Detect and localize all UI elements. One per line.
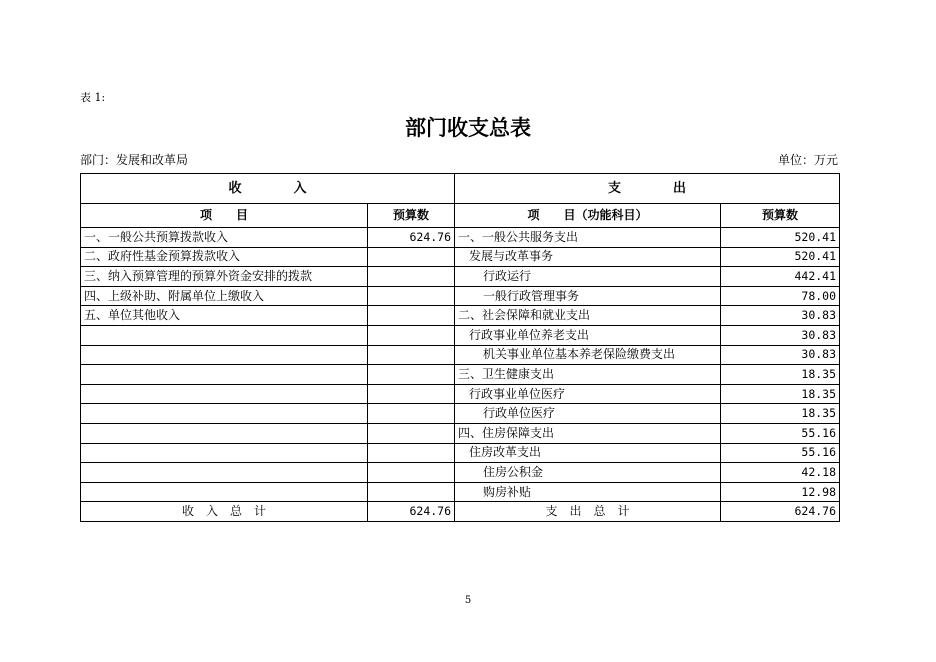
expense-amount: 55.16 — [721, 423, 840, 443]
expense-amount: 55.16 — [721, 443, 840, 463]
income-amount — [368, 423, 455, 443]
expense-amount: 30.83 — [721, 306, 840, 326]
budget-summary-table — [80, 173, 840, 522]
income-item — [81, 384, 368, 404]
table-row — [81, 482, 840, 502]
page-title: 部门收支总表 — [405, 116, 531, 140]
unit-label: 单位：万元 — [777, 153, 838, 167]
page-number: 5 — [464, 595, 472, 606]
income-item — [81, 482, 368, 502]
column-header-budget: 预算数 — [368, 204, 455, 228]
expense-amount: 442.41 — [721, 267, 840, 287]
expense-amount: 18.35 — [721, 384, 840, 404]
expense-item: 行政运行 — [455, 267, 721, 287]
expense-amount: 520.41 — [721, 228, 840, 248]
department-label: 部门：发展和改革局 — [80, 153, 189, 167]
expense-item: 二、社会保障和就业支出 — [455, 306, 721, 326]
income-item: 三、纳入预算管理的预算外资金安排的拨款 — [81, 267, 368, 287]
income-item: 一、一般公共预算拨款收入 — [81, 228, 368, 248]
income-amount — [368, 286, 455, 306]
expense-total-amount: 624.76 — [721, 502, 840, 522]
expense-item: 行政事业单位养老支出 — [455, 325, 721, 345]
column-header-item-function: 项 目（功能科目） — [455, 204, 721, 228]
income-group-header: 收 入 — [81, 174, 455, 204]
table-row — [81, 365, 840, 385]
income-item — [81, 325, 368, 345]
table-number: 表 1: — [80, 91, 106, 104]
total-row — [81, 502, 840, 522]
table-row — [81, 286, 840, 306]
expense-amount: 30.83 — [721, 345, 840, 365]
income-amount — [368, 443, 455, 463]
expense-amount: 520.41 — [721, 247, 840, 267]
expense-item: 发展与改革事务 — [455, 247, 721, 267]
group-header-row — [81, 174, 840, 204]
expense-group-header: 支 出 — [455, 174, 840, 204]
table-row — [81, 404, 840, 424]
income-amount — [368, 325, 455, 345]
expense-amount: 30.83 — [721, 325, 840, 345]
income-amount — [368, 463, 455, 483]
table-row — [81, 463, 840, 483]
income-amount — [368, 404, 455, 424]
expense-item: 行政单位医疗 — [455, 404, 721, 424]
income-item — [81, 365, 368, 385]
expense-item: 行政事业单位医疗 — [455, 384, 721, 404]
expense-item: 机关事业单位基本养老保险缴费支出 — [455, 345, 721, 365]
income-item — [81, 443, 368, 463]
table-row — [81, 267, 840, 287]
income-total-label: 收 入 总 计 — [81, 502, 368, 522]
table-row — [81, 306, 840, 326]
table-row — [81, 325, 840, 345]
income-amount — [368, 247, 455, 267]
table-body — [81, 228, 840, 502]
table-row — [81, 228, 840, 248]
income-item: 二、政府性基金预算拨款收入 — [81, 247, 368, 267]
income-amount — [368, 384, 455, 404]
expense-amount: 78.00 — [721, 286, 840, 306]
expense-total-label: 支 出 总 计 — [455, 502, 721, 522]
table-row — [81, 423, 840, 443]
expense-item: 住房公积金 — [455, 463, 721, 483]
expense-amount: 12.98 — [721, 482, 840, 502]
expense-item: 四、住房保障支出 — [455, 423, 721, 443]
expense-amount: 42.18 — [721, 463, 840, 483]
column-header-item: 项 目 — [81, 204, 368, 228]
expense-amount: 18.35 — [721, 365, 840, 385]
expense-item: 三、卫生健康支出 — [455, 365, 721, 385]
table-row — [81, 443, 840, 463]
income-item: 五、单位其他收入 — [81, 306, 368, 326]
income-amount — [368, 482, 455, 502]
income-amount: 624.76 — [368, 228, 455, 248]
table-row — [81, 384, 840, 404]
expense-item: 一、一般公共服务支出 — [455, 228, 721, 248]
income-item — [81, 345, 368, 365]
income-amount — [368, 345, 455, 365]
income-item: 四、上级补助、附属单位上缴收入 — [81, 286, 368, 306]
income-amount — [368, 365, 455, 385]
income-item — [81, 404, 368, 424]
column-header-budget-expense: 预算数 — [721, 204, 840, 228]
income-item — [81, 463, 368, 483]
expense-item: 购房补贴 — [455, 482, 721, 502]
income-item — [81, 423, 368, 443]
income-amount — [368, 267, 455, 287]
table-row — [81, 345, 840, 365]
expense-item: 一般行政管理事务 — [455, 286, 721, 306]
table-row — [81, 247, 840, 267]
income-total-amount: 624.76 — [368, 502, 455, 522]
expense-item: 住房改革支出 — [455, 443, 721, 463]
income-amount — [368, 306, 455, 326]
expense-amount: 18.35 — [721, 404, 840, 424]
column-header-row — [81, 204, 840, 228]
